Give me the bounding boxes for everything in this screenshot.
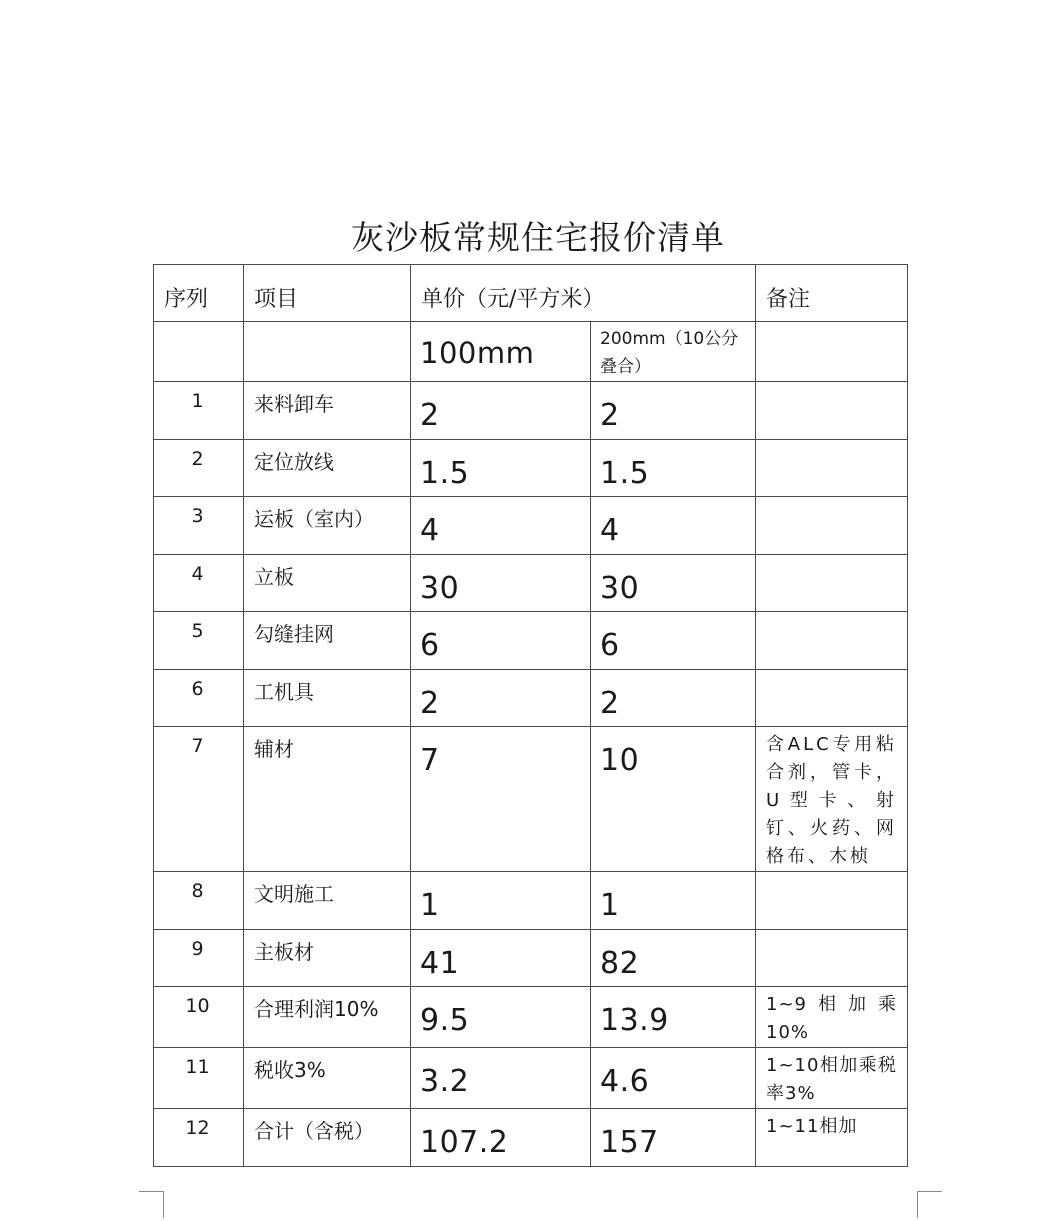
note-cell	[756, 554, 908, 612]
row-seq: 11	[185, 1056, 210, 1078]
price-200-cell	[591, 497, 756, 555]
header-row	[154, 265, 908, 322]
table-row	[154, 497, 908, 555]
subheader-empty-cell	[244, 322, 411, 382]
note-cell	[756, 727, 908, 872]
row-item: 合计（含税）	[254, 1119, 374, 1143]
note-cell	[756, 1109, 908, 1167]
price-100-cell	[411, 929, 591, 987]
row-price-100: 9.5	[420, 1003, 470, 1038]
row-price-200: 2	[600, 685, 620, 721]
price-200-cell	[591, 612, 756, 670]
document-title: 灰沙板常规住宅报价清单	[351, 218, 725, 257]
row-price-200: 4.6	[600, 1064, 650, 1099]
row-note	[756, 670, 907, 674]
row-item: 主板材	[254, 939, 314, 964]
table-body	[154, 382, 908, 1167]
row-price-200: 157	[600, 1125, 659, 1160]
row-price-200: 4	[600, 513, 620, 548]
row-item: 来料卸车	[254, 392, 334, 416]
header-cell-note	[756, 265, 908, 322]
price-200-cell	[591, 669, 756, 727]
price-100-cell	[411, 382, 591, 440]
table-row	[154, 554, 908, 612]
row-price-200: 82	[600, 945, 640, 981]
price-100-cell	[411, 987, 591, 1048]
price-100-cell	[411, 612, 591, 670]
row-item: 定位放线	[254, 449, 334, 474]
price-200-cell	[591, 727, 756, 872]
subheader-row	[154, 322, 908, 382]
price-100-cell	[411, 1048, 591, 1109]
note-cell	[756, 382, 908, 440]
note-cell	[756, 612, 908, 670]
row-price-100: 2	[420, 685, 440, 721]
row-item: 税收3%	[254, 1058, 326, 1082]
price-200-cell	[591, 554, 756, 612]
item-cell	[244, 612, 411, 670]
table-row	[154, 439, 908, 497]
row-seq: 5	[191, 620, 204, 642]
price-200-cell	[591, 929, 756, 987]
row-seq: 10	[185, 995, 210, 1017]
seq-cell	[154, 669, 244, 727]
row-price-100: 2	[420, 398, 440, 433]
table-row	[154, 1109, 908, 1167]
price-200-cell	[591, 872, 756, 930]
table-row	[154, 987, 908, 1048]
subheader-cell-100	[411, 322, 591, 382]
row-seq: 4	[191, 562, 204, 585]
seq-cell	[154, 382, 244, 440]
note-cell	[756, 439, 908, 497]
row-note	[756, 612, 907, 616]
row-seq: 9	[191, 937, 204, 960]
item-cell	[244, 382, 411, 440]
subheader-cell-200	[591, 322, 756, 382]
row-note	[756, 440, 907, 444]
header-price: 单价（元/平方米）	[421, 287, 605, 312]
price-200-cell	[591, 439, 756, 497]
row-price-200: 30	[600, 570, 640, 606]
item-cell	[244, 872, 411, 930]
page-corner-mark-right	[917, 1191, 942, 1218]
row-price-200: 6	[600, 628, 620, 663]
seq-cell	[154, 872, 244, 930]
row-note	[756, 382, 907, 386]
row-note	[756, 930, 907, 934]
page-corner-mark-left	[139, 1191, 164, 1218]
price-100-cell	[411, 727, 591, 872]
row-price-100: 4	[420, 513, 440, 548]
item-cell	[244, 1048, 411, 1109]
row-seq: 7	[191, 735, 204, 757]
table-row	[154, 612, 908, 670]
row-price-100: 6	[420, 628, 440, 663]
note-cell	[756, 929, 908, 987]
price-100-cell	[411, 1109, 591, 1167]
price-200-cell	[591, 987, 756, 1048]
row-item: 辅材	[254, 737, 294, 761]
row-item: 合理利润10%	[254, 997, 379, 1021]
price-table	[153, 264, 908, 1167]
header-seq: 序列	[164, 287, 209, 312]
row-note	[756, 497, 907, 501]
seq-cell	[154, 497, 244, 555]
item-cell	[244, 554, 411, 612]
table-row	[154, 929, 908, 987]
table-row	[154, 1048, 908, 1109]
price-100-cell	[411, 497, 591, 555]
row-price-200: 13.9	[600, 1003, 669, 1038]
subheader-thickness-200: 200mm（10公分叠合）	[600, 329, 739, 377]
row-item: 勾缝挂网	[254, 622, 334, 646]
seq-cell	[154, 929, 244, 987]
row-seq: 8	[191, 880, 204, 902]
header-cell-seq	[154, 265, 244, 322]
row-price-100: 107.2	[420, 1125, 509, 1160]
table-row	[154, 727, 908, 872]
table-row	[154, 382, 908, 440]
header-note: 备注	[766, 287, 811, 312]
table-row	[154, 669, 908, 727]
header-cell-price	[411, 265, 756, 322]
seq-cell	[154, 727, 244, 872]
seq-cell	[154, 987, 244, 1048]
note-cell	[756, 1048, 908, 1109]
seq-cell	[154, 439, 244, 497]
seq-cell	[154, 612, 244, 670]
row-seq: 1	[191, 390, 204, 412]
row-price-100: 7	[420, 743, 440, 778]
row-note	[756, 872, 907, 876]
row-item: 运板（室内）	[254, 507, 374, 531]
row-price-100: 41	[420, 945, 460, 981]
price-200-cell	[591, 1048, 756, 1109]
item-cell	[244, 439, 411, 497]
subheader-empty-cell	[756, 322, 908, 382]
row-note: 含ALC专用粘合剂，管卡，U型卡、射钉、火药、网格布、木桢	[766, 734, 898, 867]
row-price-100: 30	[420, 570, 460, 606]
row-item: 工机具	[254, 679, 314, 704]
price-200-cell	[591, 382, 756, 440]
item-cell	[244, 987, 411, 1048]
header-item: 项目	[254, 287, 299, 312]
item-cell	[244, 497, 411, 555]
item-cell	[244, 929, 411, 987]
row-seq: 3	[191, 505, 204, 527]
row-price-200: 1.5	[600, 455, 650, 491]
row-item: 立板	[254, 564, 294, 589]
price-100-cell	[411, 439, 591, 497]
note-cell	[756, 497, 908, 555]
seq-cell	[154, 1048, 244, 1109]
row-item: 文明施工	[254, 882, 334, 906]
seq-cell	[154, 1109, 244, 1167]
note-cell	[756, 872, 908, 930]
subheader-thickness-100: 100mm	[420, 336, 535, 370]
row-note	[756, 555, 907, 559]
price-200-cell	[591, 1109, 756, 1167]
item-cell	[244, 669, 411, 727]
subheader-empty-cell	[154, 322, 244, 382]
note-cell	[756, 669, 908, 727]
table-row	[154, 872, 908, 930]
row-note: 1~9相加乘10%	[766, 994, 898, 1043]
price-100-cell	[411, 554, 591, 612]
row-price-100: 1.5	[420, 455, 470, 491]
row-price-100: 3.2	[420, 1064, 470, 1099]
note-cell	[756, 987, 908, 1048]
row-price-200: 10	[600, 743, 640, 778]
header-cell-item	[244, 265, 411, 322]
item-cell	[244, 1109, 411, 1167]
row-seq: 6	[191, 677, 204, 700]
row-note: 1~10相加乘税率3%	[766, 1055, 898, 1104]
row-price-100: 1	[420, 888, 440, 923]
row-seq: 12	[185, 1117, 210, 1139]
price-100-cell	[411, 669, 591, 727]
seq-cell	[154, 554, 244, 612]
row-seq: 2	[191, 447, 204, 470]
price-100-cell	[411, 872, 591, 930]
row-price-200: 1	[600, 888, 620, 923]
item-cell	[244, 727, 411, 872]
row-price-200: 2	[600, 398, 620, 433]
row-note: 1~11相加	[766, 1116, 858, 1137]
